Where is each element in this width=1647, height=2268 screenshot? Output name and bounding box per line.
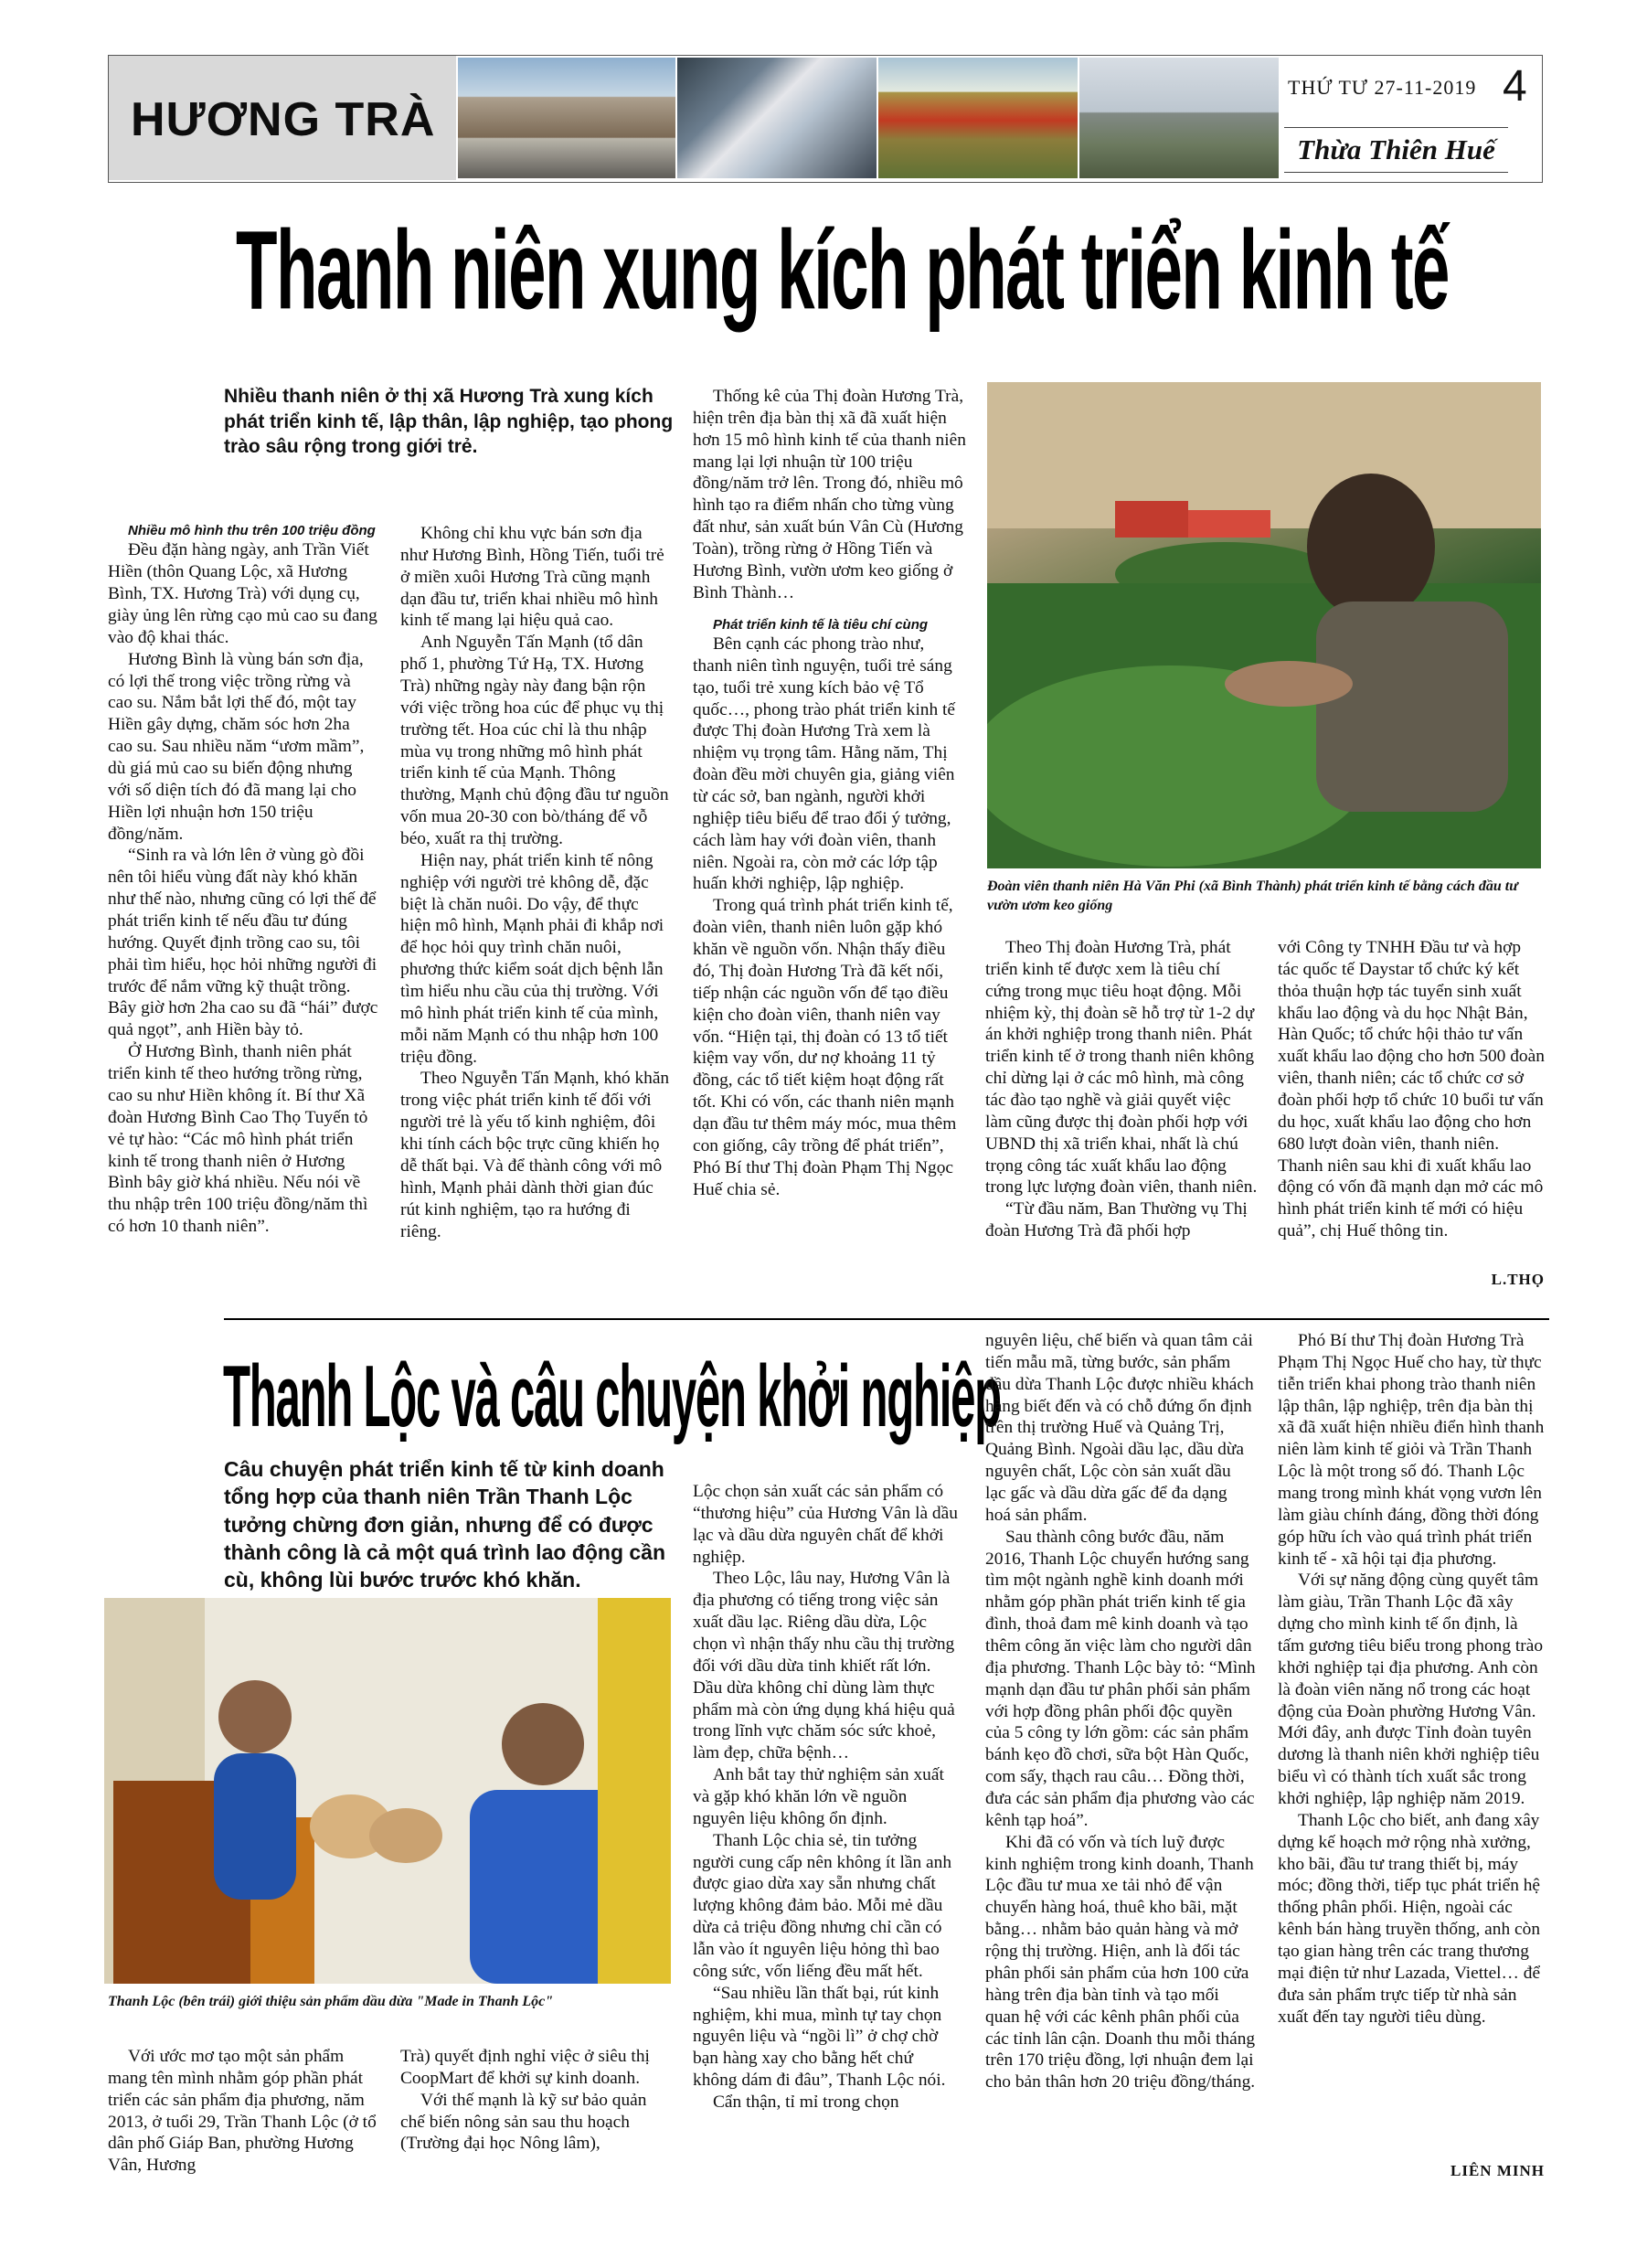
headline-article-2: Thanh Lộc và câu chuyện khởi nghiệp	[223, 1347, 1001, 1445]
paragraph: Bên cạnh các phong trào như, thanh niên tình nguyện, tuổi trẻ sáng tạo, tuổi trẻ xung kích bảo vệ Tổ quốc…, phong trào phát triển kinh tế được Thị đoàn Hương Trà xem là nhiệm vụ trọng tâm. Hằng năm, Thị đoàn đều mời chuyên gia, giảng viên từ các sở, ban ngành, người khởi nghiệp tiêu biểu để trao đổi ý tưởng, cách làm hay với đoàn viên, thanh niên. Ngoài ra, còn mở các lớp tập huấn khởi nghiệp, lập nghiệp.	[693, 634, 956, 894]
paragraph: Với sự năng động cùng quyết tâm làm giàu, Trần Thanh Lộc đã xây dựng cho mình kinh tế ổn định, là tấm gương tiêu biểu trong phong trào khởi nghiệp tại địa phương. Anh còn là đoàn viên năng nổ trong các hoạt động của Đoàn phường Hương Vân. Mới đây, anh được Tỉnh đoàn tuyên dương là thanh niên khởi nghiệp tiêu biểu vì có thành tích xuất sắc trong khởi nghiệp, lập nghiệp năm 2019.	[1278, 1571, 1544, 1809]
paragraph: Thanh Lộc cho biết, anh đang xây dựng kế hoạch mở rộng nhà xưởng, kho bãi, đầu tư trang thiết bị, máy móc; đồng thời, tiếp tục phát triển hệ thống phân phối. Hiện, ngoài các kênh bán hàng truyền thống, anh còn tạo gian hàng trên các trang thương mại điện tử như Lazada, Viettel… để đưa sản phẩm trực tiếp từ nhà sản xuất đến tay người tiêu dùng.	[1278, 1810, 1541, 2027]
paragraph: Cẩn thận, tỉ mỉ trong chọn	[713, 2092, 899, 2113]
masthead-photo-factory	[677, 58, 877, 178]
article-1-column-5	[1278, 937, 1545, 1242]
article-2-column-2	[400, 2046, 665, 2155]
article-2-column-5	[1278, 1330, 1545, 2028]
paper-name: Thừa Thiên Huế	[1284, 127, 1508, 173]
paragraph: “Từ đầu năm, Ban Thường vụ Thị đoàn Hương Trà đã phối hợp	[985, 1199, 1248, 1241]
article-2-column-3	[693, 1481, 960, 2114]
paragraph: Theo Thị đoàn Hương Trà, phát triển kinh tế được xem là tiêu chí cứng trong mục tiêu hoạt động. Mỗi nhiệm kỳ, thị đoàn sẽ hỗ trợ từ 1-2 dự án khởi nghiệp trong thanh niên. Phát triển kinh tế ở trong thanh niên không chỉ dừng lại ở các mô hình, mà công tác đào tạo nghề và giải quyết việc làm cũng được thị đoàn phối hợp với UBND thị xã triển khai, nhất là chú trọng công tác xuất khẩu lao động trong lực lượng đoàn viên, thanh niên.	[985, 938, 1258, 1198]
paragraph: Đều đặn hàng ngày, anh Trần Viết Hiền (thôn Quang Lộc, xã Hương Bình, TX. Hương Trà) với dụng cụ, giày ủng lên rừng cạo mủ cao su đang vào độ khai thác.	[108, 540, 377, 647]
paragraph: Anh Nguyễn Tấn Mạnh (tổ dân phố 1, phường Tứ Hạ, TX. Hương Trà) những ngày này đang bận rộn với việc trồng hoa cúc để phục vụ thị trường tết. Hoa cúc chỉ là thu nhập mùa vụ trong những mô hình phát triển kinh tế của Mạnh. Thông thường, Mạnh chủ động đầu tư nguồn vốn mua 20-30 con bò/tháng để vỗ béo, xuất ra thị trường.	[400, 633, 669, 849]
paragraph: Với thế mạnh là kỹ sư bảo quản chế biến nông sản sau thu hoạch (Trường đại học Nông lâm),	[400, 2090, 647, 2154]
paragraph: Khi đã có vốn và tích luỹ được kinh nghiệm trong kinh doanh, Thanh Lộc đầu tư mua xe tải nhỏ để vận chuyển hàng hoá, thuê kho bãi, mặt bằng… nhằm bảo quản hàng và mở rộng thị trường. Hiện, anh là đối tác phân phối sản phẩm của hơn 100 cửa hàng trên địa bàn tỉnh và tạo mối quan hệ với các kênh phân phối của các tỉnh lân cận. Doanh thu mỗi tháng trên 170 triệu đồng, lợi nhuận đem lại cho bản thân hơn 20 triệu đồng/tháng.	[985, 1832, 1256, 2092]
paragraph: Trà) quyết định nghỉ việc ở siêu thị CoopMart để khởi sự kinh doanh.	[400, 2047, 650, 2088]
paragraph: Trong quá trình phát triển kinh tế, đoàn viên, thanh niên luôn gặp khó khăn về nguồn vốn. Nhận thấy điều đó, Thị đoàn Hương Trà đã kết nối, tiếp nhận các nguồn vốn để tạo điều kiện cho đoàn viên, thanh niên vay vốn. “Hiện tại, thị đoàn có 13 tổ tiết kiệm vay vốn, dư nợ khoảng 11 tỷ đồng, các tổ tiết kiệm hoạt động rất tốt. Khi có vốn, các thanh niên mạnh dạn đầu tư thêm máy móc, mua thêm con giống, cây trồng để phát triển”, Phó Bí thư Thị đoàn Phạm Thị Ngọc Huế chia sẻ.	[693, 896, 957, 1199]
lead-article-1: Nhiều thanh niên ở thị xã Hương Trà xung kích phát triển kinh tế, lập thân, lập nghiệp, tạo phong trào sâu rộng trong giới trẻ.	[224, 386, 674, 458]
masthead-photo-street	[458, 58, 675, 178]
paragraph: Thanh Lộc chia sẻ, tin tưởng người cung cấp nên không ít lần anh được giao dừa xay sẵn nhưng chất lượng không đảm bảo. Mỗi mẻ dầu dừa cả triệu đồng nhưng chỉ cần có lẫn vào ít nguyên liệu hỏng thì bao công sức, vốn liếng đều mất hết.	[693, 1830, 952, 1981]
paragraph: Theo Lộc, lâu nay, Hương Vân là địa phương có tiếng trong việc sản xuất dầu lạc. Riêng dầu dừa, Lộc chọn vì nhận thấy nhu cầu thị trường đối với dầu dừa tinh khiết rất lớn. Dầu dừa không chỉ dùng làm thực phẩm mà còn ứng dụng khá hiệu quả trong lĩnh vực chăm sóc sức khoẻ, làm đẹp, chữa bệnh…	[693, 1569, 955, 1763]
paragraph: “Sinh ra và lớn lên ở vùng gò đồi nên tôi hiểu vùng đất này khó khăn như thế nào, nhưng cũng có lợi thế để phát triển kinh tế nếu đầu tư đúng hướng. Quyết định trồng cao su, tôi phải tìm hiểu, học hỏi những người đi trước để nắm vững kỹ thuật trồng. Bây giờ hơn 2ha cao su đã “hái” được quả ngọt”, anh Hiền bày tỏ.	[108, 846, 378, 1040]
photo-nursery-worker	[987, 382, 1541, 868]
section-box	[109, 56, 456, 180]
paragraph: Hương Bình là vùng bán sơn địa, có lợi thế trong việc trồng rừng và cao su. Nắm bắt lợi thế đó, một tay Hiền gây dựng, chăm sóc hơn 2ha cao su. Sau nhiều năm “ươm mầm”, dù giá mủ cao su biến động nhưng với số diện tích đó đã mang lại cho Hiền lợi nhuận hơn 150 triệu đồng/năm.	[108, 649, 365, 844]
section-divider	[224, 1318, 1549, 1320]
paragraph: Theo Nguyễn Tấn Mạnh, khó khăn trong việc phát triển kinh tế đối với người trẻ là yếu tố kinh nghiệm, đôi khi tính cách bộc trực cũng khiến họ dễ thất bại. Và để thành công với mô hình, Mạnh phải dành thời gian đúc rút kinh nghiệm, tạo ra hướng đi riêng.	[400, 1069, 670, 1241]
masthead-photo-plant	[1079, 58, 1279, 178]
article-1-column-4	[985, 937, 1259, 1242]
article-1-column-2	[400, 523, 671, 1242]
photo-caption-2: Thanh Lộc (bên trái) giới thiệu sản phẩm dầu dừa "Made in Thanh Lộc"	[108, 1994, 554, 2009]
page-number: 4	[1503, 62, 1527, 111]
lead-article-2: Câu chuyện phát triển kinh tế từ kinh doanh tổng hợp của thanh niên Trần Thanh Lộc tưởng chừng đơn giản, nhưng để có được thành công là cả một quá trình lao động cần cù, không lùi bước trước khó khăn.	[224, 1457, 666, 1592]
subhead: Nhiều mô hình thu trên 100 triệu đồng	[128, 523, 376, 538]
paragraph: Với ước mơ tạo một sản phẩm mang tên mình nhằm góp phần phát triển các sản phẩm địa phương, năm 2013, ở tuổi 29, Trần Thanh Lộc (ở tổ dân phố Giáp Ban, phường Hương Vân, Hương	[108, 2047, 377, 2176]
article-2-column-1	[108, 2046, 378, 2177]
booth-illustration	[104, 1598, 671, 1984]
paragraph: Sau thành công bước đầu, năm 2016, Thanh Lộc chuyển hướng sang tìm một ngành nghề kinh doanh mới nhằm góp phần phát triển kinh tế gia đình, thoả đam mê kinh doanh và tạo thêm công ăn việc làm cho người dân địa phương. Thanh Lộc bày tỏ: “Mình mạnh dạn đầu tư phân phối sản phẩm với hợp đồng phân phối độc quyền của 5 công ty lớn gồm: các sản phẩm bánh kẹo đồ chơi, sữa bột Hàn Quốc, com sấy, thạch rau câu… Đồng thời, đưa các sản phẩm địa phương vào các kênh tạp hoá”.	[985, 1527, 1256, 1830]
byline-article-2: LIÊN MINH	[1450, 2162, 1545, 2179]
paragraph: với Công ty TNHH Đầu tư và hợp tác quốc tế Daystar tổ chức ký kết thỏa thuận hợp tác tuyển sinh xuất khẩu lao động và du học Nhật Bản, Hàn Quốc; tổ chức hội thảo tư vấn xuất khẩu lao động cho hơn 500 đoàn viên, thanh niên; các tổ chức cơ sở đoàn phối hợp tổ chức 10 buổi tư vấn du học, xuất khẩu lao động cho hơn 680 lượt đoàn viên, thanh niên. Thanh niên sau khi đi xuất khẩu lao động có vốn đã mạnh dạn mở các mô hình phát triển kinh tế mới có hiệu quả”, chị Huế thông tin.	[1278, 938, 1545, 1241]
paragraph: nguyên liệu, chế biến và quan tâm cải tiến mẫu mã, từng bước, sản phẩm dầu dừa Thanh Lộc được nhiều khách hàng biết đến và có chỗ đứng ổn định trên thị trường Huế và Quảng Trị, Quảng Bình. Ngoài dầu lạc, dầu dừa nguyên chất, Lộc còn sản xuất dầu lạc gấc và dầu dừa gấc để đa dạng hoá sản phẩm.	[985, 1331, 1254, 1525]
paragraph: Hiện nay, phát triển kinh tế nông nghiệp với người trẻ không dễ, đặc biệt là chăn nuôi. Do vậy, để thực hiện mô hình, Mạnh phải đi khắp nơi để học hỏi quy trình chăn nuôi, phương thức kiểm soát dịch bệnh lẫn tìm hiểu nhu cầu của thị trường. Với mô hình phát triển kinh tế của mình, mỗi năm Mạnh có thu nhập hơn 100 triệu đồng.	[400, 850, 664, 1067]
masthead-photo-harvester	[878, 58, 1078, 178]
nursery-illustration	[987, 382, 1541, 868]
paragraph: Lộc chọn sản xuất các sản phẩm có “thương hiệu” của Hương Vân là dầu lạc và dầu dừa nguyên chất để khởi nghiệp.	[693, 1482, 958, 1567]
paragraph: Phó Bí thư Thị đoàn Hương Trà Phạm Thị Ngọc Huế cho hay, từ thực tiễn triển khai phong trào thanh niên lập thân, lập nghiệp, trên địa bàn thị xã đã xuất hiện nhiều điển hình thanh niên làm kinh tế giỏi và Trần Thanh Lộc là một trong số đó. Thanh Lộc mang trong mình khát vọng vươn lên làm giàu chính đáng, đồng thời đóng góp hữu ích vào quá trình phát triển kinh tế - xã hội tại địa phương.	[1278, 1331, 1545, 1569]
photo-caption-1: Đoàn viên thanh niên Hà Văn Phi (xã Bình Thành) phát triển kinh tế bằng cách đầu tư vườn ươm keo giống	[987, 878, 1518, 913]
article-2-column-4	[985, 1330, 1256, 2093]
paragraph: Ở Hương Bình, thanh niên phát triển kinh tế theo hướng trồng rừng, cao su như Hiền không ít. Bí thư Xã đoàn Hương Bình Cao Thọ Tuyến tỏ vẻ tự hào: “Các mô hình phát triển kinh tế trong thanh niên ở Hương Bình bây giờ khá nhiều. Nếu nói về thu nhập trên 100 triệu đồng/năm thì có hơn 10 thanh niên”.	[108, 1042, 368, 1237]
paragraph: Anh bắt tay thử nghiệm sản xuất và gặp khó khăn lớn về nguồn nguyên liệu không ổn định.	[693, 1765, 944, 1828]
section-name: HƯƠNG TRÀ	[131, 93, 436, 146]
article-1-column-3	[693, 386, 967, 1200]
photo-coconut-oil-booth	[104, 1598, 671, 1984]
paragraph: “Sau nhiều lần thất bại, rút kinh nghiệm, khi mua, mình tự tay chọn nguyên liệu và “ngồi lì” ở chợ chờ bạn hàng xay cho bằng hết chứ không dám đi đâu”, Thanh Lộc nói.	[693, 1983, 946, 2091]
subhead: Phát triển kinh tế là tiêu chí cùng	[713, 616, 929, 633]
paragraph: Không chỉ khu vực bán sơn địa như Hương Bình, Hồng Tiến, tuổi trẻ ở miền xuôi Hương Trà cũng mạnh dạn đầu tư, triển khai nhiều mô hình kinh tế mang lại hiệu quả cao.	[400, 524, 664, 631]
masthead	[108, 55, 1543, 183]
article-1-column-1	[108, 523, 378, 1238]
byline-article-1: L.THỌ	[1491, 1271, 1545, 1288]
headline-article-1: Thanh niên xung kích phát triển kinh tế	[236, 207, 1449, 333]
dateline: THỨ TƯ 27-11-2019	[1288, 76, 1477, 99]
paragraph: Thống kê của Thị đoàn Hương Trà, hiện trên địa bàn thị xã đã xuất hiện hơn 15 mô hình kinh tế của thanh niên mang lại lợi nhuận từ 100 triệu đồng/năm trở lên. Trong đó, nhiều mô hình tạo ra điểm nhấn cho từng vùng đất như, sản xuất bún Vân Cù (Hương Toàn), trồng rừng ở Hồng Tiến và Hương Bình, vườn ươm keo giống ở Bình Thành…	[693, 387, 966, 602]
